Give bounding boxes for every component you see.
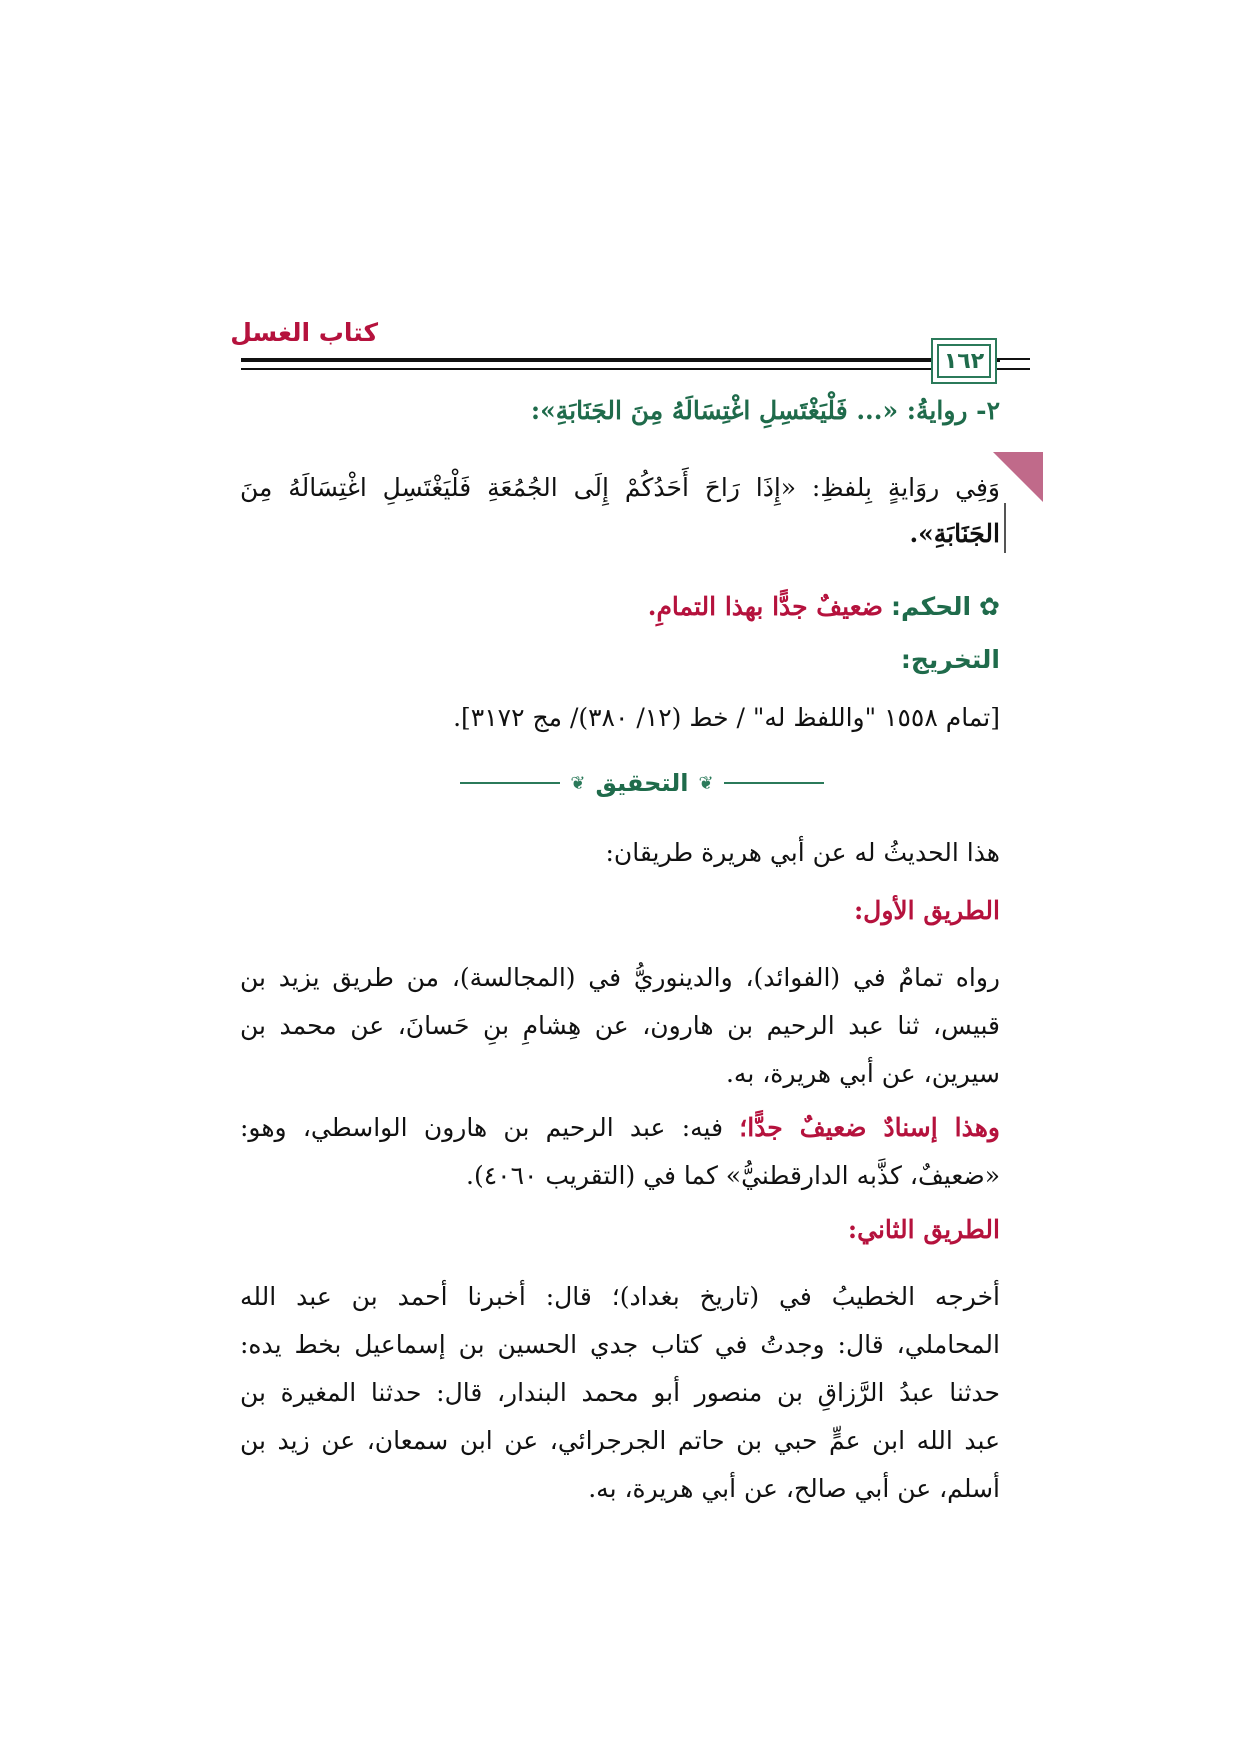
path1-judgment xyxy=(240,1110,1000,1146)
takhrij-label: التخريج: xyxy=(900,645,1000,674)
path2-text: أخرجه الخطيبُ في (تاريخ بغداد)؛ قال: أخبرنا أحمد بن عبد الله xyxy=(240,1282,1000,1311)
page-number-frame xyxy=(931,338,997,384)
header-rule-end xyxy=(996,368,1030,370)
path1-line xyxy=(240,960,1000,996)
narration-line xyxy=(240,470,1000,506)
narration-text: وَفِي روَايةٍ بِلفظِ: «إِذَا رَاحَ أَحَدُكُمْ إِلَى الجُمُعَةِ فَلْيَغْتَسِلِ اغْتِسَالَهُ مِنَ xyxy=(240,473,1000,502)
path1-line xyxy=(240,1008,1000,1044)
divider-line xyxy=(724,782,824,784)
ruling-label: الحكم: xyxy=(890,592,972,621)
path1-text: قبيس، ثنا عبد الرحيم بن هارون، عن هِشامِ بنِ حَسانَ، عن محمد بن xyxy=(240,1011,1000,1040)
path1-judgment-line2: «ضعيفٌ، كذَّبه الدارقطنيُّ» كما في (التقريب ٤٠٦٠). xyxy=(466,1161,1000,1190)
header-rule-thin xyxy=(241,368,1000,370)
ruling-line xyxy=(240,589,1000,625)
path2-line xyxy=(240,1279,1000,1315)
narration-line: الجَنَابَةِ». xyxy=(909,519,1000,548)
ornament-icon: ❦ xyxy=(570,772,586,794)
path2-text: عبد الله ابن عمٍّ حبي بن حاتم الجرجرائي، عن ابن سمعان، عن زيد بن xyxy=(240,1426,1000,1455)
book-title: كتاب الغسل xyxy=(230,318,378,347)
path1-line: سيرين، عن أبي هريرة، به. xyxy=(725,1059,1000,1088)
tahqiq-divider xyxy=(460,763,824,803)
path2-text: المحاملي، قال: وجدتُ في كتاب جدي الحسين بن إسماعيل بخط يده: xyxy=(240,1330,1000,1359)
takhrij-text: [تمام ١٥٥٨ "واللفظ له" / خط (١٢/ ٣٨٠)/ مج ٣١٧٢]. xyxy=(453,703,1000,732)
side-bar xyxy=(1004,503,1006,553)
intro-text: هذا الحديثُ له عن أبي هريرة طريقان: xyxy=(605,838,1000,867)
judgment-rest: فيه: عبد الرحيم بن هارون الواسطي، وهو: xyxy=(240,1113,740,1142)
path2-line: أسلم، عن أبي صالح، عن أبي هريرة، به. xyxy=(588,1474,1000,1503)
page-number: ١٦٢ xyxy=(937,344,991,378)
ruling-value: ضعيفٌ جدًّا بهذا التمامِ. xyxy=(647,592,884,621)
path2-label: الطريق الثاني: xyxy=(847,1215,1000,1244)
corner-ornament-icon xyxy=(993,452,1043,502)
path1-label: الطريق الأول: xyxy=(853,896,1000,925)
header-rule-thick xyxy=(241,358,1000,362)
path2-line xyxy=(240,1375,1000,1411)
path2-line xyxy=(240,1327,1000,1363)
section-heading: ٢- روايةُ: «... فَلْيَغْتَسِلِ اغْتِسَالَهُ مِنَ الجَنَابَةِ»: xyxy=(530,396,1000,425)
path2-line xyxy=(240,1423,1000,1459)
divider-line xyxy=(460,782,560,784)
path1-text: رواه تمامٌ في (الفوائد)، والدينوريُّ في (المجالسة)، من طريق يزيد بن xyxy=(240,963,1000,992)
path2-text: حدثنا عبدُ الرَّزاقِ بن منصور أبو محمد البندار، قال: حدثنا المغيرة بن xyxy=(240,1378,1000,1407)
flower-icon: ✿ xyxy=(979,592,1000,621)
header-rule-end xyxy=(996,358,1030,360)
judgment-lead: وهذا إسنادٌ ضعيفٌ جدًّا؛ xyxy=(739,1113,1000,1142)
ornament-icon: ❦ xyxy=(698,772,714,794)
tahqiq-label: التحقيق xyxy=(595,769,689,797)
